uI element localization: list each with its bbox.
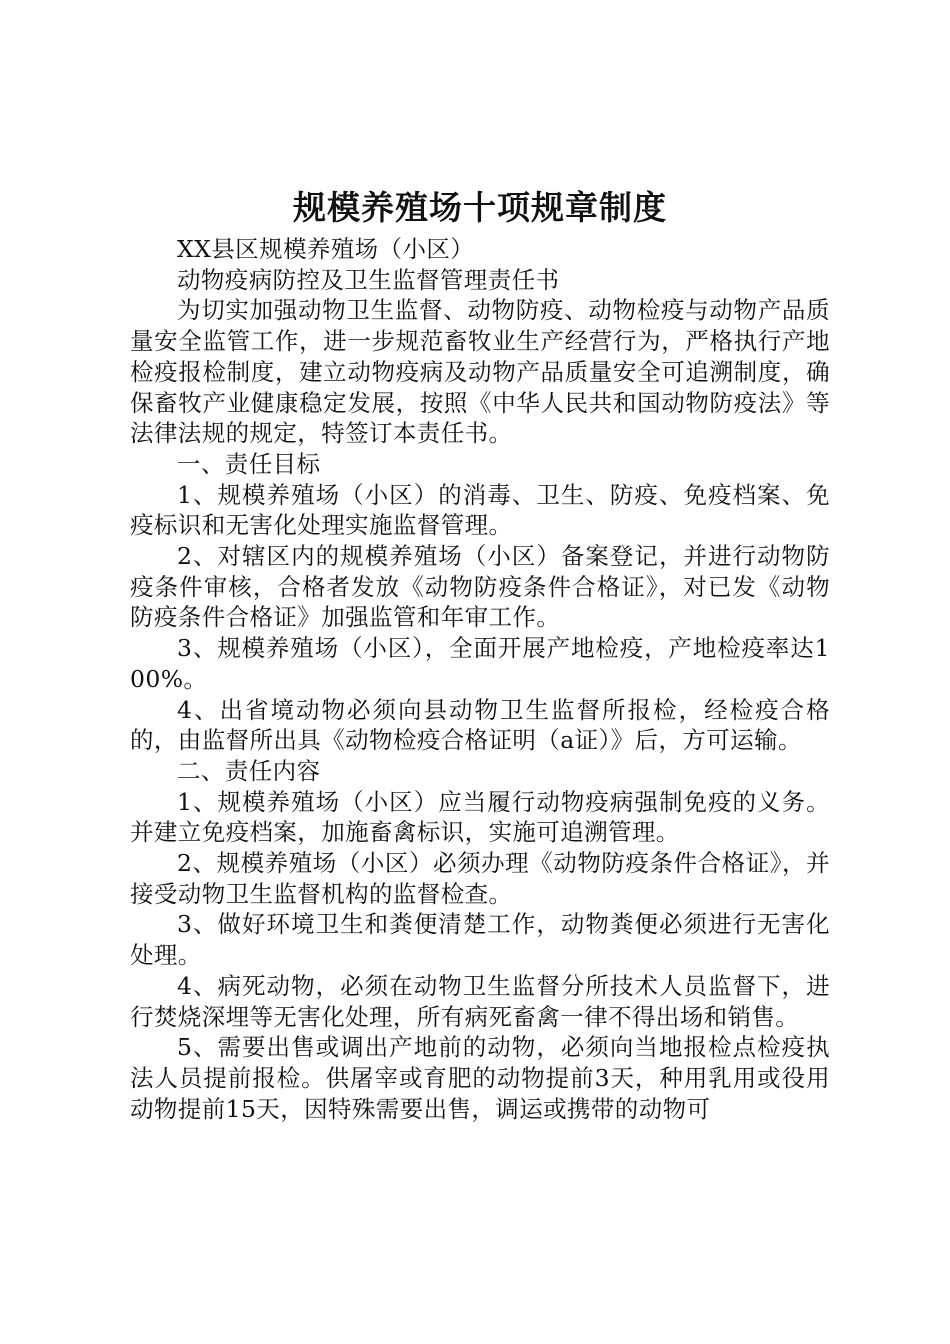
content-item-4: 4、病死动物，必须在动物卫生监督分所技术人员监督下，进行焚烧深埋等无害化处理，所有病死畜禽一律不得出场和销售。 [130, 971, 830, 1031]
goal-item-2: 2、对辖区内的规模养殖场（小区）备案登记，并进行动物防疫条件审核，合格者发放《动物防疫条件合格证》，对已发《动物防疫条件合格证》加强监管和年审工作。 [130, 542, 830, 632]
paragraph-subtitle: 动物疫病防控及卫生监督管理责任书 [177, 265, 560, 294]
content-item-1: 1、规模养殖场（小区）应当履行动物疫病强制免疫的义务。并建立免疫档案，加施畜禽标识，实施可追溯管理。 [130, 787, 830, 847]
goal-item-4: 4、出省境动物必须向县动物卫生监督所报检，经检疫合格的，由监督所出具《动物检疫合格证明（a证）》后，方可运输。 [130, 695, 830, 755]
content-item-2: 2、规模养殖场（小区）必须办理《动物防疫条件合格证》，并接受动物卫生监督机构的监督检查。 [130, 849, 830, 908]
document-body [130, 186, 830, 1124]
section-heading-content: 二、责任内容 [177, 756, 321, 785]
paragraph-county-heading: XX县区规模养殖场（小区） [177, 235, 475, 263]
goal-item-3: 3、规模养殖场（小区），全面开展产地检疫，产地检疫率达100%。 [130, 634, 830, 693]
document-title: 规模养殖场十项规章制度 [293, 188, 667, 227]
paragraph-intro: 为切实加强动物卫生监督、动物防疫、动物检疫与动物产品质量安全监管工作，进一步规范畜牧业生产经营行为，严格执行产地检疫报检制度，建立动物疫病及动物产品质量安全可追溯制度，确保畜牧产业健康稳定发展，按照《中华人民共和国动物防疫法》等法律法规的规定，特签订本责任书。 [130, 296, 830, 448]
content-item-5: 5、需要出售或调出产地前的动物，必须向当地报检点检疫执法人员提前报检。供屠宰或育肥的动物提前3天，种用乳用或役用动物提前15天，因特殊需要出售，调运或携带的动物可 [130, 1033, 830, 1123]
content-item-3: 3、做好环境卫生和粪便清楚工作，动物粪便必须进行无害化处理。 [130, 910, 830, 970]
goal-item-1: 1、规模养殖场（小区）的消毒、卫生、防疫、免疫档案、免疫标识和无害化处理实施监督管理。 [130, 480, 830, 540]
section-heading-goals: 一、责任目标 [177, 449, 321, 478]
